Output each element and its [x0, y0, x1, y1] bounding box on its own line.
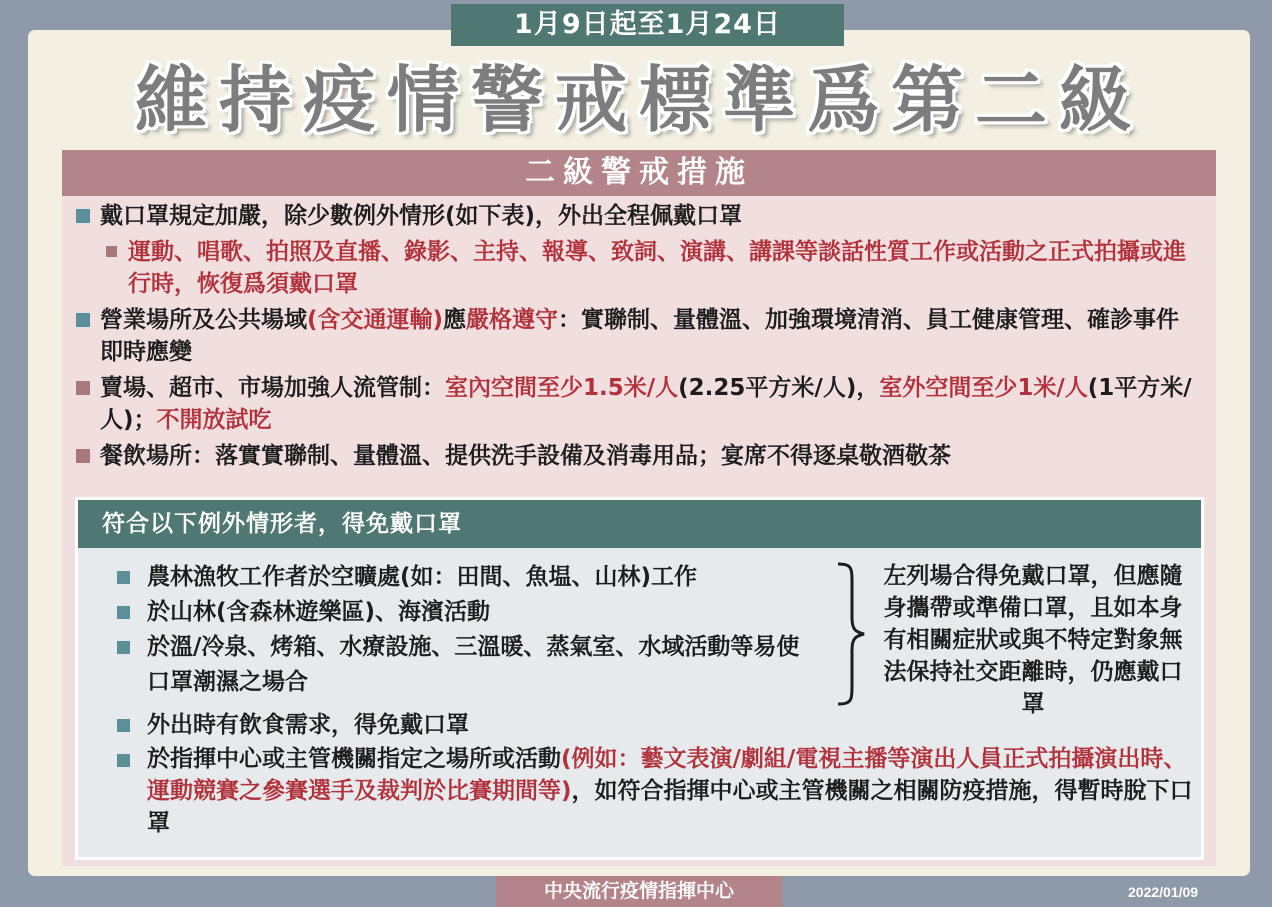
rule-masks-sub-text: 運動、唱歌、拍照及直播、錄影、主持、報導、致詞、演講、講課等談話性質工作或活動之正式拍攝或進行時，恢復爲須戴口罩: [128, 239, 1186, 297]
footer-agency: 中央流行疫情指揮中心: [496, 876, 782, 907]
issue-date: 2022/01/09: [1128, 884, 1199, 900]
page-title: 維持疫情警戒標準爲第二級: [134, 58, 1143, 142]
teal-square-bullet-icon: [117, 571, 130, 584]
rule-market-text-d: 室外空間至少1米/人: [879, 375, 1088, 401]
rule-dining-text: 餐飲場所：落實實聯制、量體溫、提供洗手設備及消毒用品；宴席不得逐桌敬酒敬茶: [100, 443, 951, 469]
exception-item-text: 於溫/冷泉、烤箱、水療設施、三溫暖、蒸氣室、水域活動等易使口罩潮濕之場合: [147, 634, 800, 695]
rule-market-text-b: 室內空間至少1.5米/人: [445, 375, 679, 401]
rule-market: [76, 372, 1196, 436]
exceptions-note: 左列場合得免戴口罩，但應隨身攜帶或準備口罩，且如本身有相關症狀或與不特定對象無法保持社交距離時，仍應戴口罩: [883, 563, 1183, 717]
rule-market-text-a: 賣場、超市、市場加強人流管制：: [100, 375, 445, 401]
teal-square-bullet-icon: [76, 209, 90, 223]
rule-dining: [76, 440, 1196, 472]
exception-item-text: 農林漁牧工作者於空曠處(如：田間、魚塭、山林)工作: [147, 564, 698, 590]
rule-venues-text-d: 嚴格遵守: [466, 307, 559, 333]
rule-venues-text-b: (含交通運輸): [307, 307, 444, 333]
right-brace-icon: [832, 560, 872, 708]
exceptions-header: 符合以下例外情形者，得免戴口罩: [78, 500, 1201, 548]
rule-masks-sub: [76, 236, 1196, 300]
rose-square-bullet-icon: [76, 381, 90, 395]
exception-last-text-c: ，如符合指揮中心或主管機關之相關防疫措施，得暫時脫下口罩: [147, 778, 1193, 836]
rule-market-text-f: 不開放試吃: [156, 407, 272, 433]
teal-square-bullet-icon: [117, 641, 130, 654]
exception-last-text-a: 於指揮中心或主管機關指定之場所或活動: [147, 746, 561, 772]
exception-last-text-b: (例如：藝文表演/劇組/電視主播等演出人員正式拍攝演出時、運動競賽之參賽選手及裁判於比賽期間等): [147, 746, 1187, 804]
exception-item-designated: [113, 743, 1197, 839]
rule-venues-text-e: ：實聯制、量體溫、加強環境清消、員工健康管理、確診事件即時應變: [100, 307, 1180, 365]
panel-title: 二級警戒措施: [62, 150, 1216, 196]
exception-item-text: 外出時有飲食需求，得免戴口罩: [147, 712, 469, 738]
teal-square-bullet-icon: [117, 754, 130, 767]
teal-square-bullet-icon: [76, 313, 90, 327]
exception-item: [113, 560, 827, 595]
rules-list: [76, 200, 1196, 476]
rose-square-bullet-icon: [76, 449, 90, 463]
rule-market-text-c: (2.25平方米/人)，: [678, 375, 880, 401]
teal-square-bullet-icon: [117, 719, 130, 732]
rule-venues: [76, 304, 1196, 368]
rule-venues-text-c: 應: [443, 307, 467, 333]
rule-venues-text-a: 營業場所及公共場域: [100, 307, 307, 333]
rule-masks: [76, 200, 1196, 232]
exception-item-text: 於山林(含森林遊樂區)、海濱活動: [147, 599, 491, 625]
teal-square-bullet-icon: [117, 606, 130, 619]
exception-item: [113, 630, 807, 700]
rose-square-bullet-icon: [106, 246, 117, 257]
date-range-tab: 1月9日起至1月24日: [451, 4, 844, 46]
rule-masks-text: 戴口罩規定加嚴，除少數例外情形(如下表)，外出全程佩戴口罩: [100, 203, 743, 229]
exception-item: [113, 595, 827, 630]
rule-market-text-e: (1平方米/人)；: [100, 375, 1192, 433]
